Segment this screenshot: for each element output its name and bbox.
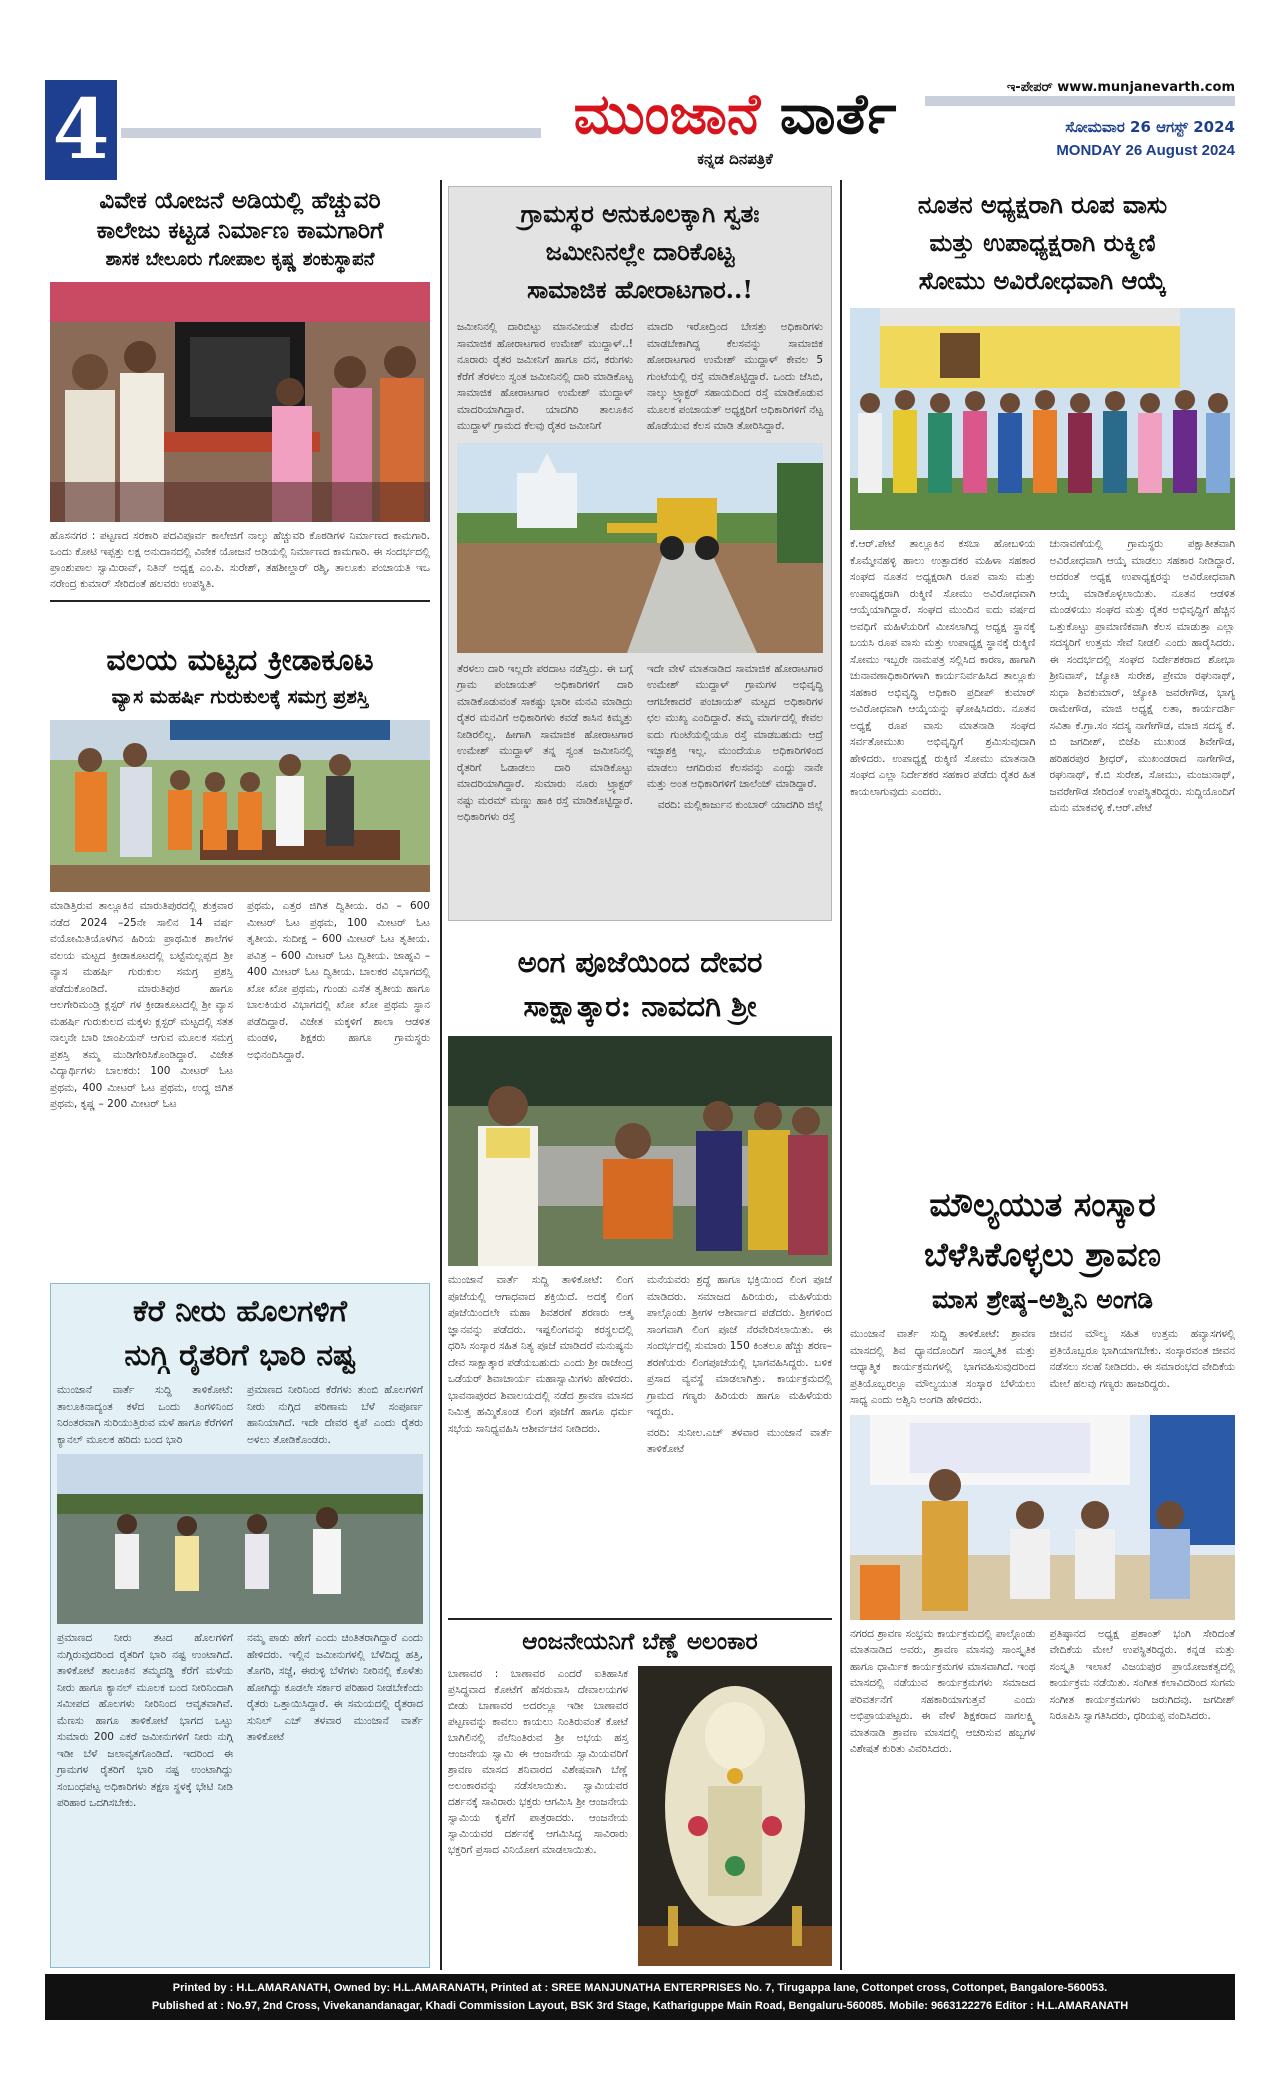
- headline-line: ನುಗ್ಗಿ ರೈತರಿಗೆ ಭಾರಿ ನಷ್ಟ: [124, 1338, 356, 1373]
- article-credit: ವರದಿ: ಮಲ್ಲಿಕಾರ್ಜುನ ಕುಂಬಾರ್ ಯಾದಗಿರಿ ಜಿಲ್ಲೆ: [657, 798, 823, 811]
- article-body: [457, 319, 823, 435]
- paper-name-black: ವಾರ್ತೆ: [779, 81, 897, 147]
- body-column: ಬಾಣಾವರ : ಬಾಣಾವರ ಎಂದರೆ ಐತಿಹಾಸಿಕ ಪ್ರಸಿದ್ಧವಾದ ಕೋಟೆಗೆ ಹೆಸರುವಾಸಿ ದೇವಾಲಯಗಳ ಬೀಡು ಬಾಣಾವರ ಅದರಲ್ಲೂ ಇಡೀ ಬಾಣಾವರ ಪಟ್ಟಣವನ್ನು ಕಾವಲು ಕಾಯಲು ನಿಂತಿರುವಂತೆ ಕೋಟೆ ಬಾಗಿಲಿನಲ್ಲಿ ನೆಲೆನಿಂತಿರುವ ಶ್ರೀ ಅಭಯ ಹಸ್ತ ಆಂಜನೇಯ ಸ್ವಾಮಿ ಈ ಆಂಜನೇಯ ಸ್ವಾಮಿಯವರಿಗೆ ಶ್ರಾವಣ ಮಾಸದ ಶನಿವಾರದ ವಿಶೇಷವಾಗಿ ಬೆಣ್ಣೆ ಅಲಂಕಾರವನ್ನು ನಡೆಸಲಾಯಿತು. ಸ್ವಾಮಿಯವರ ದರ್ಶನಕ್ಕೆ ಸಾವಿರಾರು ಭಕ್ತರು ಆಗಮಿಸಿ ಶ್ರೀ ಆಂಜನೇಯ ಸ್ವಾಮಿಯ ಕೃಪೆಗೆ ಪಾತ್ರರಾದರು. ಆಂಜನೇಯ ಸ್ವಾಮಿಯವರ ದರ್ಶನಕ್ಕೆ ಆಗಮಿಸಿದ್ದ ಸಾವಿರಾರು ಭಕ್ತರಿಗೆ ಪ್ರಸಾದ ವಿನಿಯೋಗ ಮಾಡಲಾಯಿತು.: [448, 1668, 628, 1856]
- headline-line: ಶಾಸಕ ಬೇಲೂರು ಗೋಪಾಲ ಕೃಷ್ಣ ಶಂಕುಸ್ಥಾಪನೆ: [105, 249, 375, 270]
- body-column: ಮಾಡಿತ್ತಿರುವ ತಾಲ್ಲೂಕಿನ ಮಾರುತಿಪುರದಲ್ಲಿ ಶುಕ್ರವಾರ ನಡೆದ 2024 –25ನೇ ಸಾಲಿನ 14 ವರ್ಷ ವಯೋಮಿತಿಯೊಳಗಿನ ಹಿರಿಯ ಪ್ರಾಥಮಿಕ ಶಾಲೆಗಳ ವಲಯ ಮಟ್ಟದ ಕ್ರೀಡಾಕೂಟದಲ್ಲಿ ಬಟ್ಟೆಮಲ್ಲಪ್ಪದ ಶ್ರೀ ವ್ಯಾಸ ಮಹರ್ಷಿ ಗುರುಕುಲ ಸಮಗ್ರ ಪ್ರಶಸ್ತಿ ಪಡೆದುಕೊಂಡಿದೆ. ಮಾರುತಿಪುರ ಹಾಗೂ ಆಲಗೇರಿಮಂಡ್ರಿ ಕ್ಲಸ್ಟರ್ ಗಳ ಕ್ರೀಡಾಕೂಟದಲ್ಲಿ ಶ್ರೀ ವ್ಯಾಸ ಮಹರ್ಷಿ ಗುರುಕುಲದ ಮಕ್ಕಳು ಕ್ಲಸ್ಟರ್ ಮಟ್ಟದಲ್ಲಿ ಸತತ ನಾಲ್ಕನೇ ಬಾರಿ ಚಾಂಪಿಯನ್ ಆಗುವ ಮೂಲಕ ಸಮಗ್ರ ಪ್ರಶಸ್ತಿ ತಮ್ಮ ಮುಡಿಗೇರಿಸಿಕೊಂಡಿದ್ದಾರೆ. ವಿಜೇತ ವಿದ್ಯಾರ್ಥಿಗಳು ಬಾಲಕರು: 100 ಮೀಟರ್ ಓಟ ಪ್ರಥಮ, 400 ಮೀಟರ್ ಓಟ ಪ್ರಥಮ, ಉದ್ದ ಜಿಗಿತ ಪ್ರಥಮ, ಕೃಷ್ಣ – 200 ಮೀಟರ್ ಓಟ: [50, 900, 233, 1110]
- photo-shravana-stage: [850, 1415, 1235, 1620]
- imprint-line: Printed by : H.L.AMARANATH, Owned by: H.L.AMARANATH, Printed at : SREE MANJUNATHA ENTERPRISES No. 7, Tirugappa lane, Cottonpet cross, Cottonpet, Bangalore-560053.: [172, 1982, 1108, 1994]
- article-body: [448, 1666, 832, 1966]
- headline-line: ಸಾಮಾಜಿಕ ಹೋರಾಟಗಾರ..!: [527, 275, 753, 304]
- photo-caption: ಹೊಸನಗರ : ಪಟ್ಟಣದ ಸರಕಾರಿ ಪದವಿಪೂರ್ವ ಕಾಲೇಜಿಗೆ ನಾಲ್ಕು ಹೆಚ್ಚುವರಿ ಕೊಠಡಿಗಳ ನಿರ್ಮಾಣದ ಕಾಮಗಾರಿ. ಒಂದು ಕೋಟಿ ಇಪ್ಪತ್ತು ಲಕ್ಷ ಅನುದಾನದಲ್ಲಿ ವಿವೇಕ ಯೋಜನೆ ಅಡಿಯಲ್ಲಿ ನಿರ್ಮಾಣದ ಕಾಮಗಾರಿ. ಈ ಸಂದರ್ಭದಲ್ಲಿ ಪ್ರಾಂಶುಪಾಲ ಸ್ವಾಮಿರಾವ್, ನಿತಿನ್ ಅಧ್ಯಕ್ಷ ಎಂ.ಪಿ. ಸುರೇಶ್, ತಹಶೀಲ್ದಾರ್ ರಶ್ಮಿ, ತಾಲೂಕು ಪಂಚಾಯತಿ ಇಒ ನರೇಂದ್ರ ಕುಮಾರ್ ಸೇರಿದಂತೆ ಹಲವರು ಉಪಸ್ಥಿತಿ.: [50, 530, 430, 590]
- headline: ಆಂಜನೇಯನಿಗೆ ಬೆಣ್ಣೆ ಅಲಂಕಾರ: [448, 1618, 832, 1660]
- masthead-rule-left: [121, 128, 541, 138]
- photo-sports-winners: [50, 720, 430, 892]
- article-body: [457, 661, 823, 826]
- headline-line: ಕಾಲೇಜು ಕಟ್ಟಡ ನಿರ್ಮಾಣ ಕಾಮಗಾರಿಗೆ: [96, 217, 384, 244]
- body-text: ಇದೇ ವೇಳೆ ಮಾತನಾಡಿದ ಸಾಮಾಜಿಕ ಹೋರಾಟಗಾರ ಉಮೇಶ್ ಮುದ್ದಾಳ್ ಗ್ರಾಮಗಳ ಅಭಿವೃದ್ಧಿ ಆಗಬೇಕಾದರೆ ಪಂಚಾಯತ್ ಮಟ್ಟದ ಅಧಿಕಾರಿಗಳ ಛಲ ಮುಖ್ಯ ಎಂದಿದ್ದಾರೆ. ತಮ್ಮ ಮಾರ್ಗದಲ್ಲಿ ಕೇವಲ ಐದು ಗುಂಟೆಯಲ್ಲಿಯೂ ರಸ್ತೆ ಮಾಡಬಹುದು ಆದ್ರೆ ಇಚ್ಛಾಶಕ್ತಿ ಇಲ್ಲ. ಮುಂದೆಯೂ ಅಧಿಕಾರಿಗಳಿಂದ ಮಾಡಲು ಆಗದಿರುವ ಕೆಲಸವನ್ನು ಎಂದ್ದು ನಾನೇ ಮತ್ತು ಅಂತ ಅಧಿಕಾರಿಗಳಿಗೆ ಚಾಲೆಂಜ್ ಮಾಡಿದ್ದಾರೆ.: [647, 662, 823, 790]
- body-column: ಮಾದರಿ ಇರೋದ್ರಿಂದ ಬೇಸತ್ತು ಅಧಿಕಾರಿಗಳು ಮಾಡಬೇಕಾಗಿದ್ದ ಕೆಲಸವನ್ನು ಸಾಮಾಜಿಕ ಹೋರಾಟಗಾರ ಉಮೇಶ್ ಮುದ್ದಾಳ್ ಕೇವಲ 5 ಗುಂಟೆಯಲ್ಲಿ ರಸ್ತೆ ಮಾಡಿಕೊಟ್ಟಿದ್ದಾರೆ. ಒಂದು ಜೆಸಿಬಿ, ನಾಲ್ಕು ಟ್ರ್ಯಾಕ್ಟರ್ ಸಹಾಯದಿಂದ ರಸ್ತೆ ಮಾಡಿಕೊಡುವ ಮೂಲಕ ಪಂಚಾಯತ್ ಅಧ್ಯಕ್ಷರಿಗೆ ಅಧಿಕಾರಿಗಳಿಗೆ ನೆಟ್ಟ ಹೊಡೆಯುವ ಕೆಲಸ ಮಾಡಿ ತೋರಿಸಿದ್ದಾರೆ.: [647, 321, 823, 432]
- article-body: [50, 898, 430, 1113]
- article-lake-flood: [50, 1283, 430, 1968]
- headline-line: ಸಾಕ್ಷಾತ್ಕಾರ: ನಾವದಗಿ ಶ್ರೀ: [523, 989, 757, 1023]
- photo-jcb-road: [457, 443, 823, 653]
- photo-anjaneya-butter: [638, 1666, 832, 1966]
- article-body: [850, 1626, 1235, 1758]
- page-number: 4: [45, 80, 117, 180]
- photo-dairy-members: [850, 308, 1235, 530]
- body-column: ಪ್ರತಿಷ್ಠಾನದ ಅಧ್ಯಕ್ಷ ಪ್ರಶಾಂತ್ ಭಂಗಿ ಸೇರಿದಂತೆ ವೇದಿಕೆಯ ಮೇಲೆ ಉಪಸ್ಥಿತರಿದ್ದರು. ಕನ್ನಡ ಮತ್ತು ಸಂಸ್ಕೃತಿ ಇಲಾಖೆ ವಿಜಯಪುರ ಪ್ರಾಯೋಜಕತ್ವದಲ್ಲಿ ಕಾರ್ಯಕ್ರಮ ನಡೆಯಿತು. ಸಂಗೀತ ಕಲಾವಿದರಿಂದ ಸುಗಮ ಸಂಗೀತ ಕಾರ್ಯಕ್ರಮಗಳು ಜರುಗಿದವು. ಜಗದೀಶ್ ನಿರೂಪಿಸಿ ಸ್ವಾಗತಿಸಿದರು, ಧರಿಯಪ್ಪ ವಂದಿಸಿದರು.: [1049, 1627, 1235, 1722]
- article-body: [850, 536, 1235, 817]
- body-column: ಪ್ರಮಾಣದ ನೀರಿನಿಂದ ಕೆರೆಗಳು ತುಂಬಿ ಹೊಲಗಳಿಗೆ ನೀರು ನುಗ್ಗಿದ ಪರಿಣಾಮ ಬೆಳೆ ಸಂಪೂರ್ಣ ಹಾನಿಯಾಗಿದೆ. ಇದೇ ದೇವರ ಕೃಪೆ ಎಂದು ರೈತರು ಅಳಲು ತೋಡಿಕೊಂಡರು.: [247, 1384, 423, 1446]
- headline-line: ವಿವೇಕ ಯೋಜನೆ ಅಡಿಯಲ್ಲಿ ಹೆಚ್ಚುವರಿ: [99, 187, 381, 214]
- headline-line: ಕೆರೆ ನೀರು ಹೊಲಗಳಿಗೆ: [133, 1294, 347, 1329]
- column-rule: [840, 180, 842, 1970]
- headline-line: ಗ್ರಾಮಸ್ಥರ ಅನುಕೂಲಕ್ಕಾಗಿ ಸ್ವತಃ: [520, 199, 760, 228]
- article-anjaneya: [448, 1618, 832, 1966]
- article-body: [448, 1272, 832, 1458]
- paper-name: [545, 82, 925, 146]
- headline-line: ಸೋಮು ಅವಿರೋಧವಾಗಿ ಆಯ್ಕೆ: [918, 266, 1167, 295]
- body-column: [647, 661, 823, 826]
- photo-swamiji-blessing: [448, 1036, 832, 1266]
- masthead: [45, 80, 1235, 180]
- article-road-donation: [448, 186, 832, 921]
- article-linga-pooje: [448, 940, 832, 1458]
- body-column: ಮುಂಜಾನೆ ವಾರ್ತೆ ಸುದ್ದಿ ತಾಳಿಕೋಟೆ: ತಾಲೂಕಿನಾದ್ಯಂತ ಕಳೆದ ಒಂದು ತಿಂಗಳಿನಿಂದ ನಿರಂತರವಾಗಿ ಸುರಿಯುತ್ತಿರುವ ಮಳೆ ಹಾಗೂ ಕೆರೆಗಳಿಗೆ ಕ್ಯಾನಲ್ ಮೂಲಕ ಹರಿದು ಬಂದ ಭಾರಿ: [57, 1384, 233, 1446]
- headline-line: ಬೆಳೆಸಿಕೊಳ್ಳಲು ಶ್ರಾವಣ: [924, 1235, 1161, 1274]
- photo-flooded-field: [57, 1454, 423, 1624]
- headline-line: ಮೌಲ್ಯಯುತ ಸಂಸ್ಕಾರ: [929, 1185, 1156, 1224]
- headline-line: ಮಾಸ ಶ್ರೇಷ್ಠ–ಅಶ್ವಿನಿ ಅಂಗಡಿ: [931, 1285, 1154, 1314]
- body-column: ಮುಂಜಾನೆ ವಾರ್ತೆ ಸುದ್ದಿ ತಾಳಿಕೋಟೆ: ಶ್ರಾವಣ ಮಾಸದಲ್ಲಿ ಶಿವ ಧ್ಯಾನದೊಂದಿಗೆ ಸಾಂಸ್ಕೃತಿಕ ಮತ್ತು ಆಧ್ಯಾತ್ಮಿಕ ಕಾರ್ಯಕ್ರಮಗಳಲ್ಲಿ ಭಾಗವಹಿಸುವುದರಿಂದ ಪ್ರತಿಯೊಬ್ಬರಲ್ಲೂ ಮೌಲ್ಯಯುತ ಸಂಸ್ಕಾರ ಬೆಳೆಯಲು ಸಾಧ್ಯ ಎಂದು ಅಶ್ವಿನಿ ಅಂಗಡಿ ಹೇಳಿದರು.: [850, 1328, 1036, 1406]
- imprint-line: Published at : No.97, 2nd Cross, Vivekanandanagar, Khadi Commission Layout, BSK 3rd Stage, Kathariguppe Main Road, Bengaluru-560085. Mobile: 9663122276 Editor : H.L.AMARANATH: [151, 2000, 1129, 2012]
- article-sports-meet: [50, 640, 430, 1113]
- body-column: ಚುನಾವಣೆಯಲ್ಲಿ ಗ್ರಾಮಸ್ಥರು ಪಕ್ಷಾತೀತವಾಗಿ ಅವಿರೋಧವಾಗಿ ಆಯ್ಕೆ ಮಾಡಲು ಸಹಕಾರ ನೀಡಿದ್ದಾರೆ. ಅದರಂತೆ ಅಧ್ಯಕ್ಷ ಉಪಾಧ್ಯಕ್ಷರನ್ನು ಅವಿರೋಧವಾಗಿ ಆಯ್ಕೆ ಮಾಡಿಕೊಳ್ಳಲಾಯಿತು. ನೂತನ ಆಡಳಿತ ಮಂಡಳಿಯು ಸಂಘದ ಮತ್ತು ರೈತರ ಅಭಿವೃದ್ಧಿಗೆ ಹೆಚ್ಚಿನ ಒತ್ತುಕೊಟ್ಟು ಪ್ರಾಮಾಣಿಕವಾಗಿ ಕೆಲಸ ಮಾಡುತ್ತಾ ಎಲ್ಲಾ ಸದಸ್ಯರಿಗೆ ಉತ್ತಮ ಸೇವೆ ನೀಡಲಿ ಎಂದು ಹಾರೈಸಿದರು. ಈ ಸಂದರ್ಭದಲ್ಲಿ ಸಂಘದ ನಿರ್ದೇಶಕರಾದ ಶೋಭಾ ಶ್ರೀನಿವಾಸ್, ಜ್ಯೋತಿ ಸುರೇಶ, ಪ್ರೇಮಾ ರಘುನಾಥ್, ಸುಧಾ ಶಿವಕುಮಾರ್, ಜ್ಯೋತಿ ಜವರೇಗೌಡ, ಭಾಗ್ಯ ರಾಮೇಗೌಡ, ಮಾಜಿ ಅಧ್ಯಕ್ಷೆ ಲತಾ, ಕಾರ್ಯದರ್ಶಿ ಸವಿತಾ ಕೆ.ಗ್ರಾ.ಸಂ ಸದಸ್ಯ ನಾಗೇಗೌಡ, ಮಾಜಿ ಸದಸ್ಯ ಕೆ. ಬಿ ಜಗದೀಶ್, ಬಿಜೆಪಿ ಮುಖಂಡ ಶಿವೇಗೌಡ, ಹರಿಹರಪುರ ಶ್ರೀಧರ್, ಮುಖಂಡರಾದ ನಾಗೇಗೌಡ, ರಘುನಾಥ್, ಕೆ.ಬಿ ಸುರೇಶ, ಸೋಮು, ಮಂಜುನಾಥ್, ಜವರೇಗೌಡ ಸೇರಿದಂತೆ ಉಪಸ್ಥಿತರಿದ್ದರು. ಸುದ್ದಿಯೊಂದಿಗೆ ಮನು ಮಾಕವಳ್ಳಿ ಕೆ.ಆರ್.ಪೇಟೆ: [1049, 538, 1235, 814]
- epaper-url[interactable]: ಇ-ಪೇಪರ್ www.munjanevarth.com: [1006, 80, 1235, 95]
- date-kannada: ಸೋಮವಾರ 26 ಆಗಸ್ಟ್ 2024: [1065, 118, 1235, 136]
- article-shravana: [850, 1180, 1235, 1758]
- headline-line: ನೂತನ ಅಧ್ಯಕ್ಷರಾಗಿ ರೂಪ ವಾಸು: [917, 190, 1168, 219]
- article-dairy-election: [850, 186, 1235, 817]
- body-column: ನಮ್ಮ ಪಾಡು ಹೇಗೆ ಎಂದು ಚಿಂತಿತರಾಗಿದ್ದಾರೆ ಎಂದು ಹೇಳಿದರು. ಇಲ್ಲಿನ ಜಮೀನುಗಳಲ್ಲಿ ಬೆಳೆದಿದ್ದ ಹತ್ತಿ, ತೊಗರಿ, ಸಜ್ಜೆ, ಈರುಳ್ಳಿ ಬೆಳೆಗಳು ನೀರಿನಲ್ಲಿ ಕೊಳೆತು ಹೋಗಿದ್ದು ಕೂಡಲೇ ಸರ್ಕಾರ ಪರಿಹಾರ ನೀಡಬೇಕೆಂದು ರೈತರು ಒತ್ತಾಯಿಸಿದ್ದಾರೆ. ಈ ಸಮಯದಲ್ಲಿ ರೈತರಾದ ಸುನಿಲ್ ಎಚ್ ತಳವಾರ ಮುಂಜಾನೆ ವಾರ್ತೆ ತಾಳಿಕೋಟೆ: [247, 1632, 423, 1743]
- date-english: MONDAY 26 August 2024: [1056, 142, 1235, 159]
- body-column: ಪ್ರಮಾಣದ ನೀರು ತಟದ ಹೊಲಗಳಿಗೆ ನುಗ್ಗಿರುವುದರಿಂದ ರೈತರಿಗೆ ಭಾರಿ ನಷ್ಟ ಉಂಟಾಗಿದೆ. ತಾಳಿಕೋಟೆ ತಾಲೂಕಿನ ತಮ್ಮದಡ್ಡಿ ಕೆರೆಗೆ ಮಳೆಯ ನೀರು ಹಾಗೂ ಕ್ಯಾನಲ್ ಮೂಲಕ ಬಂದ ನೀರಿನಿಂದಾಗಿ ಸಮೀಪದ ಹೊಲಗಳು ನೀರಿನಿಂದ ಆವೃತವಾಗಿವೆ. ಮೆಣಸು ಹಾಗೂ ತಾಳಿಕೋಟೆ ಭಾಗದ ಒಟ್ಟು ಸುಮಾರು 200 ಎಕರೆ ಜಮೀನುಗಳಿಗೆ ನೀರು ನುಗ್ಗಿ ಇಡೀ ಬೆಳೆ ಜಲಾವೃತಗೊಂಡಿದೆ. ಇದರಿಂದ ಈ ಗ್ರಾಮಗಳ ರೈತರಿಗೆ ಭಾರಿ ನಷ್ಟ ಉಂಟಾಗಿದ್ದು ಸಂಬಂಧಪಟ್ಟ ಅಧಿಕಾರಿಗಳು ತಕ್ಷಣ ಸ್ಥಳಕ್ಕೆ ಭೇಟಿ ನೀಡಿ ಪರಿಹಾರ ಒದಗಿಸಬೇಕು.: [57, 1632, 233, 1809]
- body-column: [647, 1272, 832, 1458]
- headline-line: ವಲಯ ಮಟ್ಟದ ಕ್ರೀಡಾಕೂಟ: [106, 643, 374, 678]
- body-text: ಮನೆಯವರು ಶ್ರದ್ಧೆ ಹಾಗೂ ಭಕ್ತಿಯಿಂದ ಲಿಂಗ ಪೂಜೆ ಮಾಡಿದರು. ಸಮಾಜದ ಹಿರಿಯರು, ಮಹಿಳೆಯರು ಪಾಲ್ಗೊಂಡು ಶ್ರೀಗಳ ಆಶೀರ್ವಾದ ಪಡೆದರು. ಶ್ರೀಗಳಿಂದ ಸಾಂಗವಾಗಿ ಲಿಂಗ ಪೂಜೆ ನೆರವೇರಿಸಲಾಯಿತು. ಈ ಸಂದರ್ಭದಲ್ಲಿ ಸುಮಾರು 150 ಕಿಂತಲೂ ಹೆಚ್ಚು ಶರಣ–ಶರಣೆಯರು ಲಿಂಗಪೂಜೆಯಲ್ಲಿ ಭಾಗವಹಿಸಿದ್ದರು. ಬಳಿಕ ಪ್ರಸಾದ ವ್ಯವಸ್ಥೆ ಮಾಡಲಾಗಿತ್ತು. ಕಾರ್ಯಕ್ರಮದಲ್ಲಿ ಗ್ರಾಮದ ಗಣ್ಯರು ಹಿರಿಯರು ಹಾಗೂ ಮಹಿಳೆಯರು ಇದ್ದರು.: [647, 1274, 832, 1418]
- photo-foundation-stone: [50, 282, 430, 522]
- masthead-rule-right: [925, 96, 1235, 106]
- article-body: [57, 1630, 423, 1812]
- body-column: ಜೀವನ ಮೌಲ್ಯ ಸಹಿತ ಉತ್ತಮ ಹವ್ಯಾಸಗಳಲ್ಲಿ ಪ್ರತಿಯೊಬ್ಬರೂ ಭಾಗಿಯಾಗಬೇಕು. ಸಂಸ್ಕಾರವಂತ ಜೀವನ ನಡೆಸಲು ಸಲಹೆ ನೀಡಿದರು. ಈ ಸಮಾರಂಭದ ವೇದಿಕೆಯ ಮೇಲೆ ಹಲವು ಗಣ್ಯರು ಹಾಜರಿದ್ದರು.: [1049, 1328, 1235, 1390]
- body-column: ಕೆ.ಆರ್.ಪೇಟೆ ತಾಲ್ಲೂಕಿನ ಕಸಬಾ ಹೋಬಳಿಯ ಕೊಮ್ಮೇನಹಳ್ಳಿ ಹಾಲು ಉತ್ಪಾದಕರ ಮಹಿಳಾ ಸಹಕಾರ ಸಂಘದ ನೂತನ ಅಧ್ಯಕ್ಷರಾಗಿ ರೂಪ ವಾಸು ಮತ್ತು ಉಪಾಧ್ಯಕ್ಷರಾಗಿ ರುಕ್ಮಿಣಿ ಸೋಮು ಅವಿರೋಧವಾಗಿ ಆಯ್ಕೆಯಾಗಿದ್ದಾರೆ. ಸಂಘದ ಮುಂದಿನ ಐದು ವರ್ಷದ ಅವಧಿಗೆ ಮಹಿಳೆಯರಿಗೆ ಮೀಸಲಾಗಿದ್ದ ಅಧ್ಯಕ್ಷ ಸ್ಥಾನಕ್ಕೆ ಬಯಸಿ ರೂಪ ವಾಸು ಮತ್ತು ಉಪಾಧ್ಯಕ್ಷ ಸ್ಥಾನಕ್ಕೆ ರುಕ್ಮಿಣಿ ಸೋಮು ಇಬ್ಬರೇ ನಾಮಪತ್ರ ಸಲ್ಲಿಸಿದ ಕಾರಣ, ಹಾಗಾಗಿ ಚುನಾವಣಾಧಿಕಾರಿಗಳಾಗಿ ಕಾರ್ಯನಿರ್ವಹಿಸಿದ ತಾಲ್ಲೂಕು ಸಹಕಾರ ಅಭಿವೃದ್ಧಿ ಅಧಿಕಾರಿ ಪ್ರದೀಪ್ ಕುಮಾರ್ ಅವಿರೋಧವಾಗಿ ಆಯ್ಕೆಯನ್ನು ಘೋಷಿಸಿದರು. ನೂತನ ಅಧ್ಯಕ್ಷೆ ರೂಪ ವಾಸು ಮಾತನಾಡಿ ಸಂಘದ ಸರ್ವತೋಮುಖ ಅಭಿವೃದ್ಧಿಗೆ ಶ್ರಮಿಸುವುದಾಗಿ ಹೇಳಿದರು. ಉಪಾಧ್ಯಕ್ಷೆ ರುಕ್ಮಿಣಿ ಸೋಮು ಮಾತನಾಡಿ ಸಂಘದ ಎಲ್ಲಾ ನಿರ್ದೇಶಕರ ಸಹಕಾರ ಪಡೆದು ರೈತರ ಹಿತ ಕಾಯಲಾಗುವುದು ಎಂದರು.: [850, 538, 1036, 798]
- body-column: ಮುಂಜಾನೆ ವಾರ್ತೆ ಸುದ್ದಿ ತಾಳಿಕೋಟೆ: ಲಿಂಗ ಪೂಜೆಯಲ್ಲಿ ಆಗಾಧವಾದ ಶಕ್ತಿಯಿದೆ. ಅದಕ್ಕೆ ಲಿಂಗ ಪೂಜೆಯಿಂದಲೇ ಮಹಾ ಶಿವಶರಣೆ ಶರಣರು ಆತ್ಮ ಜ್ಞಾನವನ್ನು ಪಡೆದರು. ಇಷ್ಟಲಿಂಗವನ್ನು ಕರಸ್ಥಲದಲ್ಲಿ ಧರಿಸಿ ಸಂಸ್ಕಾರ ಸಹಿತ ನಿತ್ಯ ಪೂಜೆ ಮಾಡಿದರೆ ಮನುಷ್ಯನು ದೇವ ಸಾಕ್ಷಾತ್ಕಾರ ಪಡೆಯಬಹುದು ಎಂದು ಶ್ರೀ ರಾಜೇಂದ್ರ ಒಡೆಯರ್ ಶಿವಾಚಾರ್ಯ ಮಹಾಸ್ವಾಮಿಗಳು ಹೇಳಿದರು. ಭಾವನಾಪುರದ ಶಿವಾಲಯದಲ್ಲಿ ನಡೆದ ಶ್ರಾವಣ ಮಾಸದ ನಿಮಿತ್ತ ಹಮ್ಮಿಕೊಂಡ ಲಿಂಗ ಪೂಜೆಗೆ ಹಾಗೂ ಧರ್ಮ ಸಭೆಯ ಸಾನಿಧ್ಯವಹಿಸಿ ಆಶೀರ್ವಚನ ನೀಡಿದರು.: [448, 1274, 633, 1435]
- headline-line: ವ್ಯಾಸ ಮಹರ್ಷಿ ಗುರುಕುಲಕ್ಕೆ ಸಮಗ್ರ ಪ್ರಶಸ್ತಿ: [111, 686, 369, 708]
- article-vivek-college: [50, 186, 430, 602]
- article-divider: [50, 600, 430, 602]
- headline-line: ಅಂಗ ಪೂಜೆಯಿಂದ ದೇವರ: [517, 945, 763, 979]
- column-rule: [440, 180, 442, 1970]
- headline-line: ಮತ್ತು ಉಪಾಧ್ಯಕ್ಷರಾಗಿ ರುಕ್ಮಿಣಿ: [929, 228, 1156, 257]
- body-column: ನಗರದ ಶ್ರಾವಣ ಸಂಭ್ರಮ ಕಾರ್ಯಕ್ರಮದಲ್ಲಿ ಪಾಲ್ಗೊಂಡು ಮಾತನಾಡಿದ ಅವರು, ಶ್ರಾವಣ ಮಾಸವು ಸಾಂಸ್ಕೃತಿಕ ಹಾಗೂ ಧಾರ್ಮಿಕ ಕಾರ್ಯಕ್ರಮಗಳ ಮಾಸವಾಗಿದೆ. ಇಂಥ ಮಾಸದಲ್ಲಿ ನಡೆಯುವ ಕಾರ್ಯಕ್ರಮಗಳು ಸಮಾಜದ ಪರಿವರ್ತನೆಗೆ ಸಹಕಾರಿಯಾಗುತ್ತವೆ ಎಂದು ಅಭಿಪ್ರಾಯಪಟ್ಟರು. ಈ ವೇಳೆ ಶಿಕ್ಷಕರಾದ ನಾಗಲಕ್ಷ್ಮಿ ಮಾತನಾಡಿ ಶ್ರಾವಣ ಮಾಸದಲ್ಲಿ ಆಚರಿಸುವ ಹಬ್ಬಗಳ ವಿಶೇಷತೆ ಕುರಿತು ವಿವರಿಸಿದರು.: [850, 1627, 1036, 1755]
- body-column: ಜಮೀನಿನಲ್ಲಿ ದಾರಿಬಿಟ್ಟು ಮಾನವೀಯತೆ ಮೆರೆದ ಸಾಮಾಜಿಕ ಹೋರಾಟಗಾರ ಉಮೇಶ್ ಮುದ್ದಾಳ್..! ನೂರಾರು ರೈತರ ಜಮೀನಿಗೆ ಹಾಗೂ ದನ, ಕರುಗಳು ಕೆರೆಗೆ ತೆರಳಲು ಸ್ವಂತ ಜಮೀನಿನಲ್ಲಿ ದಾರಿ ಮಾಡಿಕೊಟ್ಟ ಸಾಮಾಜಿಕ ಹೋರಾಟಗಾರ ಉಮೇಶ್ ಮುದ್ದಾಳ್ ಮಾದರಿಯಾಗಿದ್ದಾರೆ. ಯಾದಗಿರಿ ತಾಲೂಕಿನ ಮುದ್ದಾಳ್ ಗ್ರಾಮದ ಕೆಲವು ರೈತರ ಜಮೀನಿಗೆ: [457, 321, 633, 432]
- body-column: ಪ್ರಥಮ, ಎತ್ತರ ಜಿಗಿತ ದ್ವಿತೀಯ. ರವಿ – 600 ಮೀಟರ್ ಓಟ ಪ್ರಥಮ, 100 ಮೀಟರ್ ಓಟ ತೃತೀಯ. ಸುದೀಕ್ಷ – 600 ಮೀಟರ್ ಓಟ ತೃತೀಯ. ಪವಿತ್ರ – 600 ಮೀಟರ್ ಓಟ ದ್ವಿತೀಯ. ಜಾಹ್ನವಿ – 400 ಮೀಟರ್ ಓಟ ದ್ವಿತೀಯ. ಬಾಲಕರ ವಿಭಾಗದಲ್ಲಿ ಖೋ ಖೋ ಪ್ರಥಮ, ಗುಂಡು ಎಸೆತ ತೃತೀಯ ಹಾಗೂ ಬಾಲಕಿಯರ ವಿಭಾಗದಲ್ಲಿ ಖೋ ಖೋ ಪ್ರಥಮ ಸ್ಥಾನ ಪಡೆದಿದ್ದಾರೆ. ವಿಜೇತ ಮಕ್ಕಳಿಗೆ ಶಾಲಾ ಆಡಳಿತ ಮಂಡಳಿ, ಶಿಕ್ಷಕರು ಹಾಗೂ ಗ್ರಾಮಸ್ಥರು ಅಭಿನಂದಿಸಿದ್ದಾರೆ.: [247, 900, 430, 1061]
- article-credit: ವರದಿ: ಸುನೀಲ.ಎಚ್ ತಳವಾರ ಮುಂಜಾನೆ ವಾರ್ತೆ ತಾಳಿಕೋಟೆ: [647, 1426, 832, 1455]
- article-body: [850, 1326, 1235, 1409]
- article-body: [57, 1382, 423, 1448]
- imprint-footer: [45, 1974, 1235, 2020]
- paper-name-red: ಮುಂಜಾನೆ: [573, 81, 761, 147]
- body-column: ತೆರಳಲು ದಾರಿ ಇಲ್ಲದೇ ಪರದಾಟ ನಡೆಸ್ತಿದ್ರು. ಈ ಬಗ್ಗೆ ಗ್ರಾಮ ಪಂಚಾಯತ್ ಅಧಿಕಾರಿಗಳಿಗೆ ದಾರಿ ಮಾಡಿಕೊಡುವಂತೆ ಸಾಕಷ್ಟು ಭಾರೀ ಮನವಿ ಮಾಡಿದ್ರು ರೈತರ ಮನವಿಗೆ ಅಧಿಕಾರಿಗಳು ಕವಡೆ ಕಾಸಿನ ಕಿಮ್ಮತ್ತು ನೀಡಿರಲಿಲ್ಲ. ಹೀಗಾಗಿ ಸಾಮಾಜಿಕ ಹೋರಾಟಗಾರ ಉಮೇಶ್ ಮುದ್ದಾಳ್ ತನ್ನ ಸ್ವಂತ ಜಮೀನಿನಲ್ಲಿ ರೈತರಿಗೆ ಓಡಾಡಲು ದಾರಿ ಮಾಡಿಕೊಟ್ಟು ಮಾದರಿಯಾಗಿದ್ದಾರೆ. ಸುಮಾರು ನೂರು ಟ್ರ್ಯಾಕ್ಟರ್ ನಷ್ಟು ಮರಮ್ ಮಣ್ಣು ಹಾಕಿ ರಸ್ತೆ ಮಾಡಿಕೊಟ್ಟಿದ್ದಾರೆ. ಅಧಿಕಾರಿಗಳು ರಸ್ತೆ: [457, 662, 633, 823]
- paper-tagline: ಕನ್ನಡ ದಿನಪತ್ರಿಕೆ: [697, 150, 773, 168]
- headline-line: ಜಮೀನಿನಲ್ಲೇ ದಾರಿಕೊಟ್ಟ: [545, 237, 735, 266]
